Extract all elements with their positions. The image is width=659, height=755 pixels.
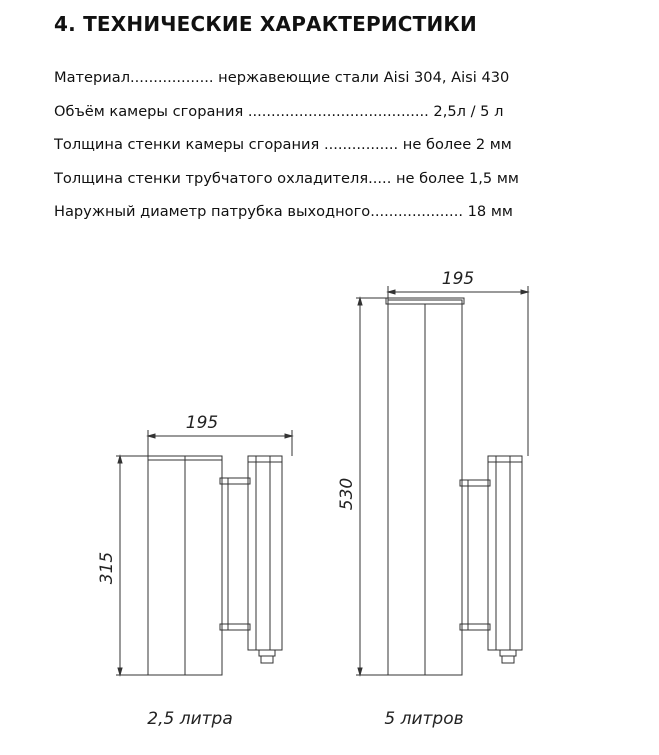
section-title: 4. ТЕХНИЧЕСКИЕ ХАРАКТЕРИСТИКИ (54, 12, 477, 36)
drawing-small-unit (116, 430, 292, 675)
spec-chamber-wall: Толщина стенки камеры сгорания ................ не более 2 мм (54, 136, 512, 153)
spec-cooler-wall: Толщина стенки трубчатого охладителя..... не более 1,5 мм (54, 169, 519, 187)
large-caption: 5 литров (384, 709, 464, 729)
small-height-label: 315 (97, 551, 117, 585)
large-height-label: 530 (337, 477, 357, 511)
small-caption: 2,5 литра (147, 709, 233, 729)
drawing-large-unit (356, 286, 528, 675)
large-width-label: 195 (441, 269, 475, 289)
spec-material: Материал.................. нержавеющие стали Aisi 304, Aisi 430 (54, 69, 510, 86)
spec-chamber-volume: Объём камеры сгорания ....................................... 2,5л / 5 л (54, 102, 504, 120)
small-width-label: 195 (185, 413, 219, 433)
spec-outlet-diameter: Наружный диаметр патрубка выходного.................... 18 мм (54, 203, 513, 220)
